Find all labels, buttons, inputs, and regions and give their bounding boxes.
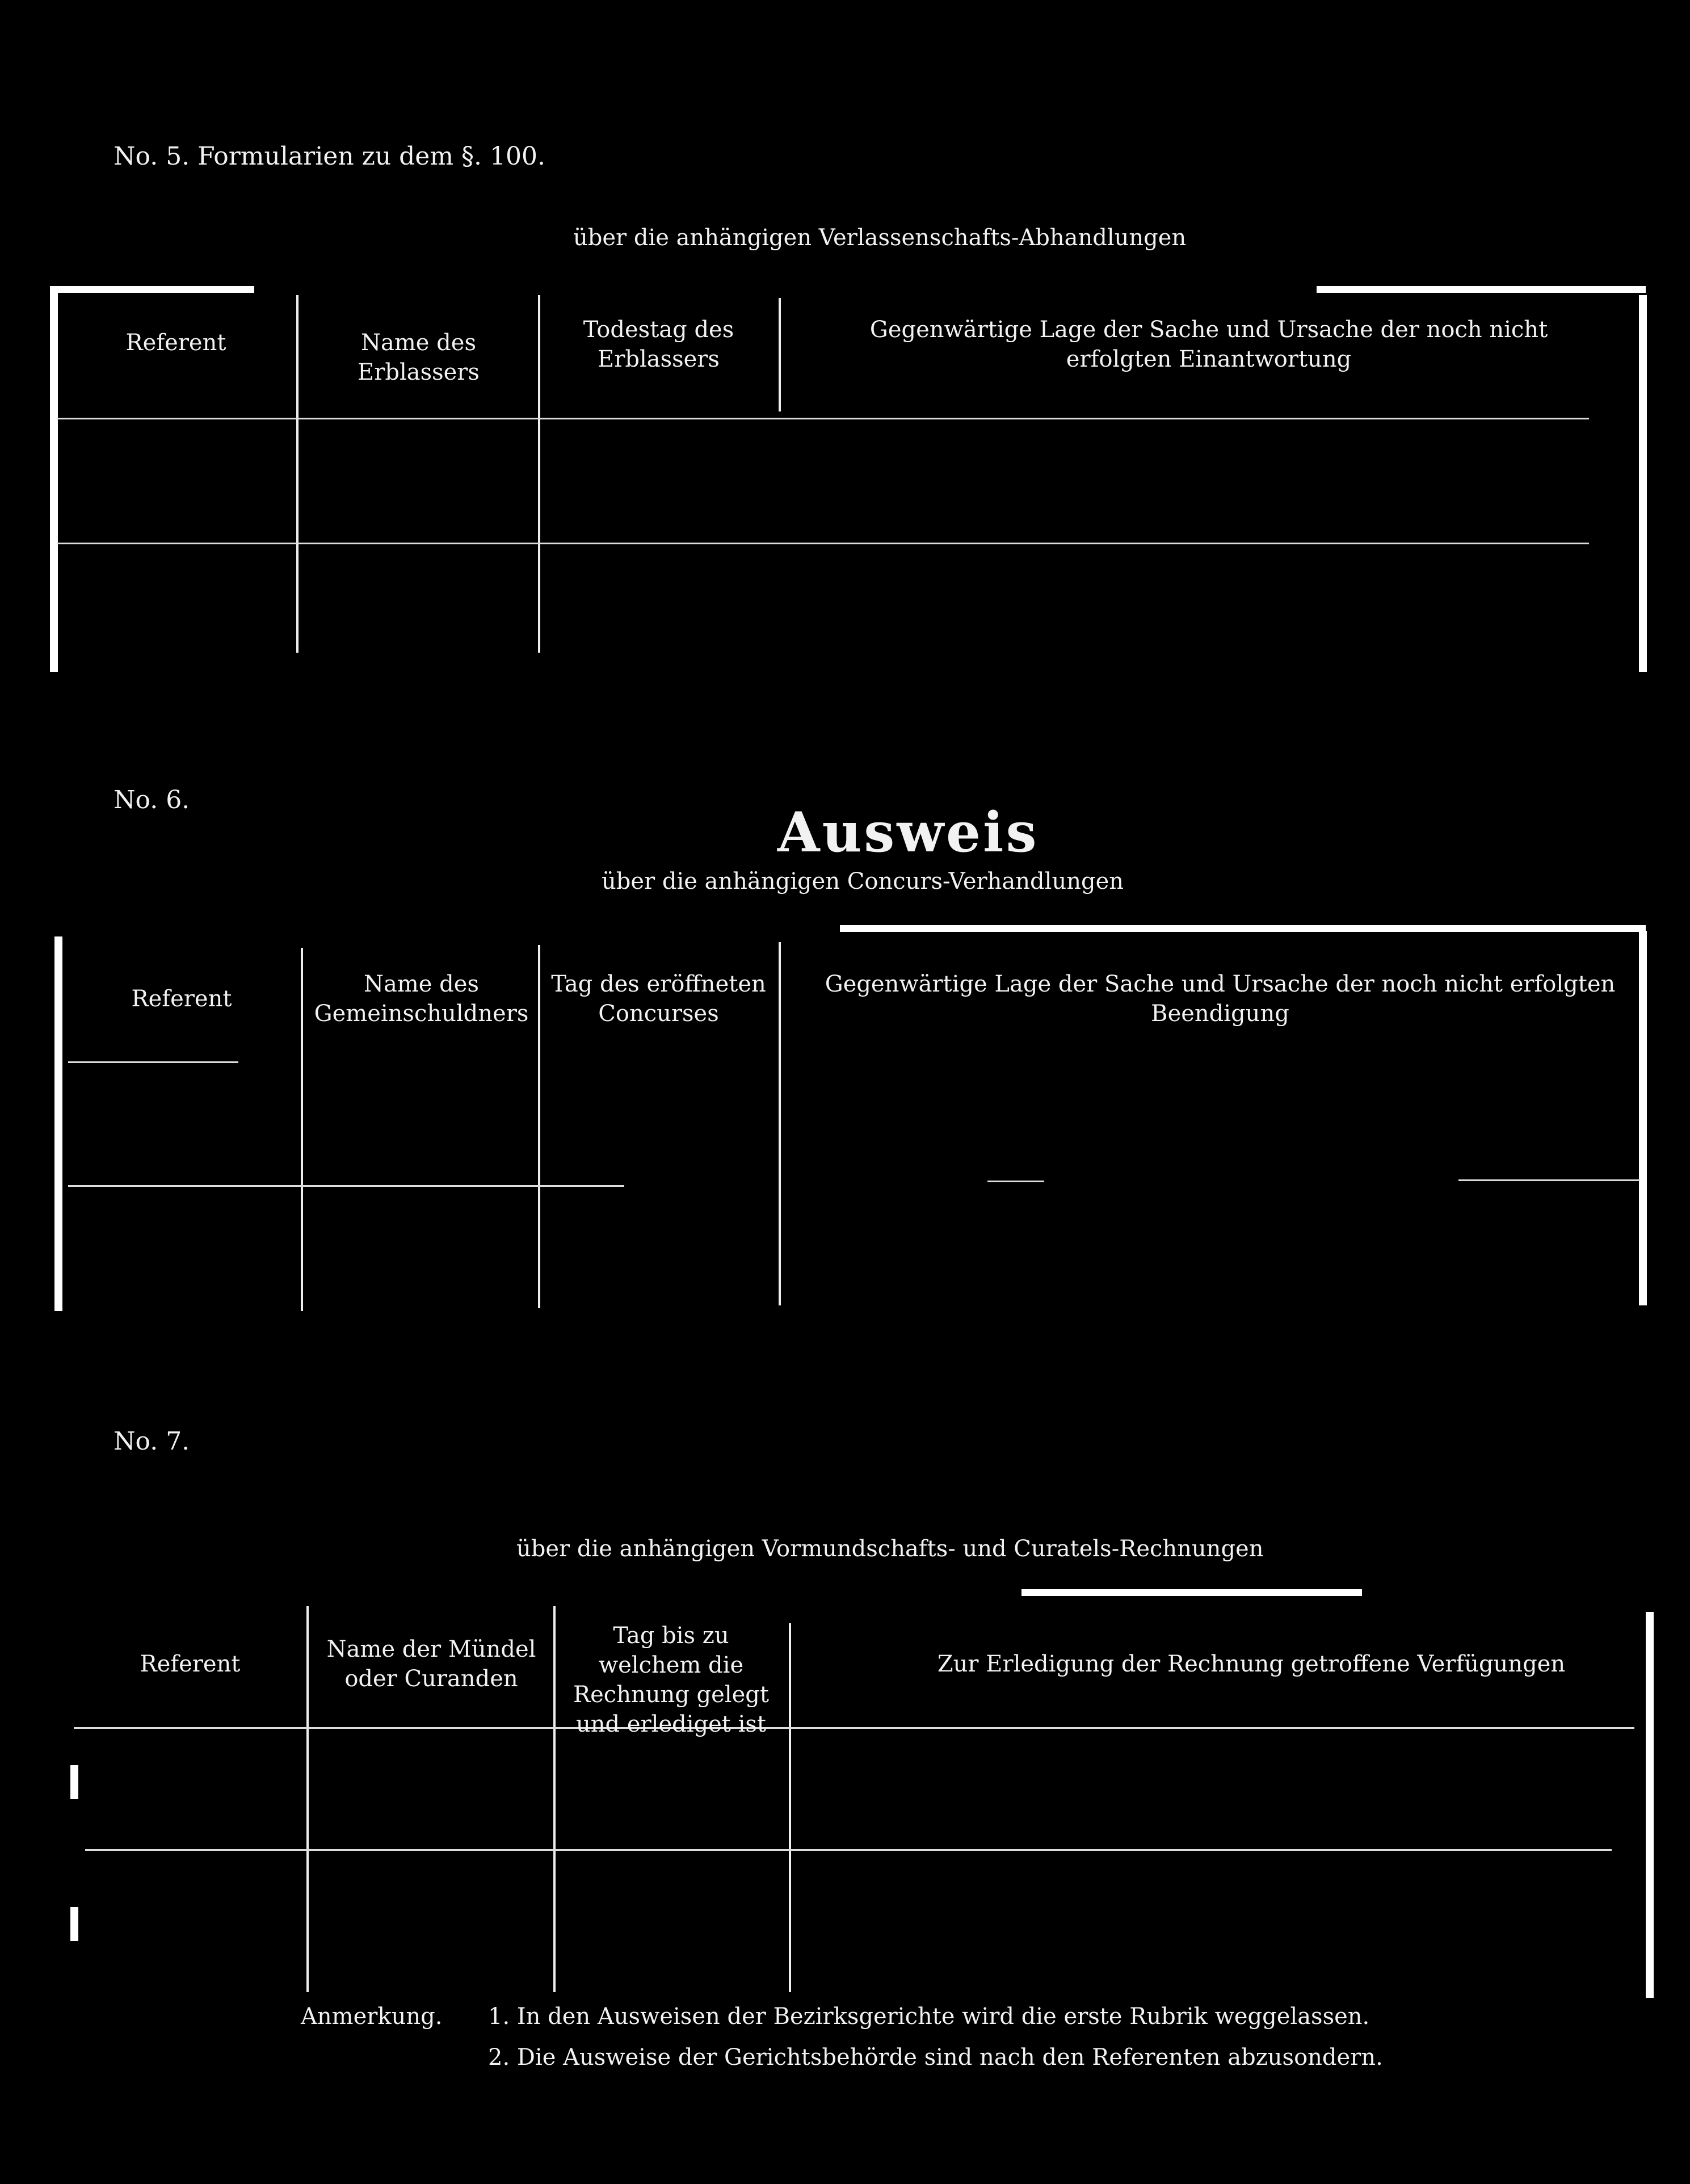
form5-col-date: Todestag des Erblassers (583, 317, 734, 372)
form7-number: No. 7. (113, 1427, 190, 1456)
form7-col-referent: Referent (140, 1651, 241, 1677)
form7-col-date: Tag bis zu welchem die Rechnung gelegt und erlediget ist (573, 1623, 769, 1737)
note-item-1: 1. In den Ausweisen der Bezirksgerichte wird die erste Rubrik weggelassen. (488, 2004, 1370, 2030)
form6-title: Ausweis (777, 800, 1039, 864)
form6-subtitle: über die anhängigen Concurs-Verhandlungen (602, 868, 1124, 894)
form6-col-date: Tag des eröffneten Concurses (551, 971, 766, 1027)
form6-col-name: Name des Gemeinschuldners (314, 971, 529, 1027)
form5-subtitle: über die anhängigen Verlassenschafts-Abhandlungen (573, 225, 1187, 251)
form7-col-measures: Zur Erledigung der Rechnung getroffene Verfügungen (937, 1651, 1566, 1677)
page-header: No. 5. Formularien zu dem §. 100. (113, 142, 545, 171)
note-item-2: 2. Die Ausweise der Gerichtsbehörde sind nach den Referenten abzusondern. (488, 2044, 1383, 2070)
form5-col-name: Name des Erblassers (358, 330, 480, 385)
form5-col-status: Gegenwärtige Lage der Sache und Ursache der noch nicht erfolgten Einantwortung (869, 317, 1548, 372)
form6-col-status: Gegenwärtige Lage der Sache und Ursache der noch nicht erfolgten Beendigung (825, 971, 1616, 1027)
form6-col-referent: Referent (131, 986, 232, 1012)
form7-col-name: Name der Mündel oder Curanden (326, 1636, 536, 1692)
form5-col-referent: Referent (125, 330, 226, 356)
form6-number: No. 6. (113, 786, 190, 814)
note-label: Anmerkung. (301, 2004, 443, 2030)
form7-subtitle: über die anhängigen Vormundschafts- und Curatels-Rechnungen (516, 1536, 1264, 1562)
